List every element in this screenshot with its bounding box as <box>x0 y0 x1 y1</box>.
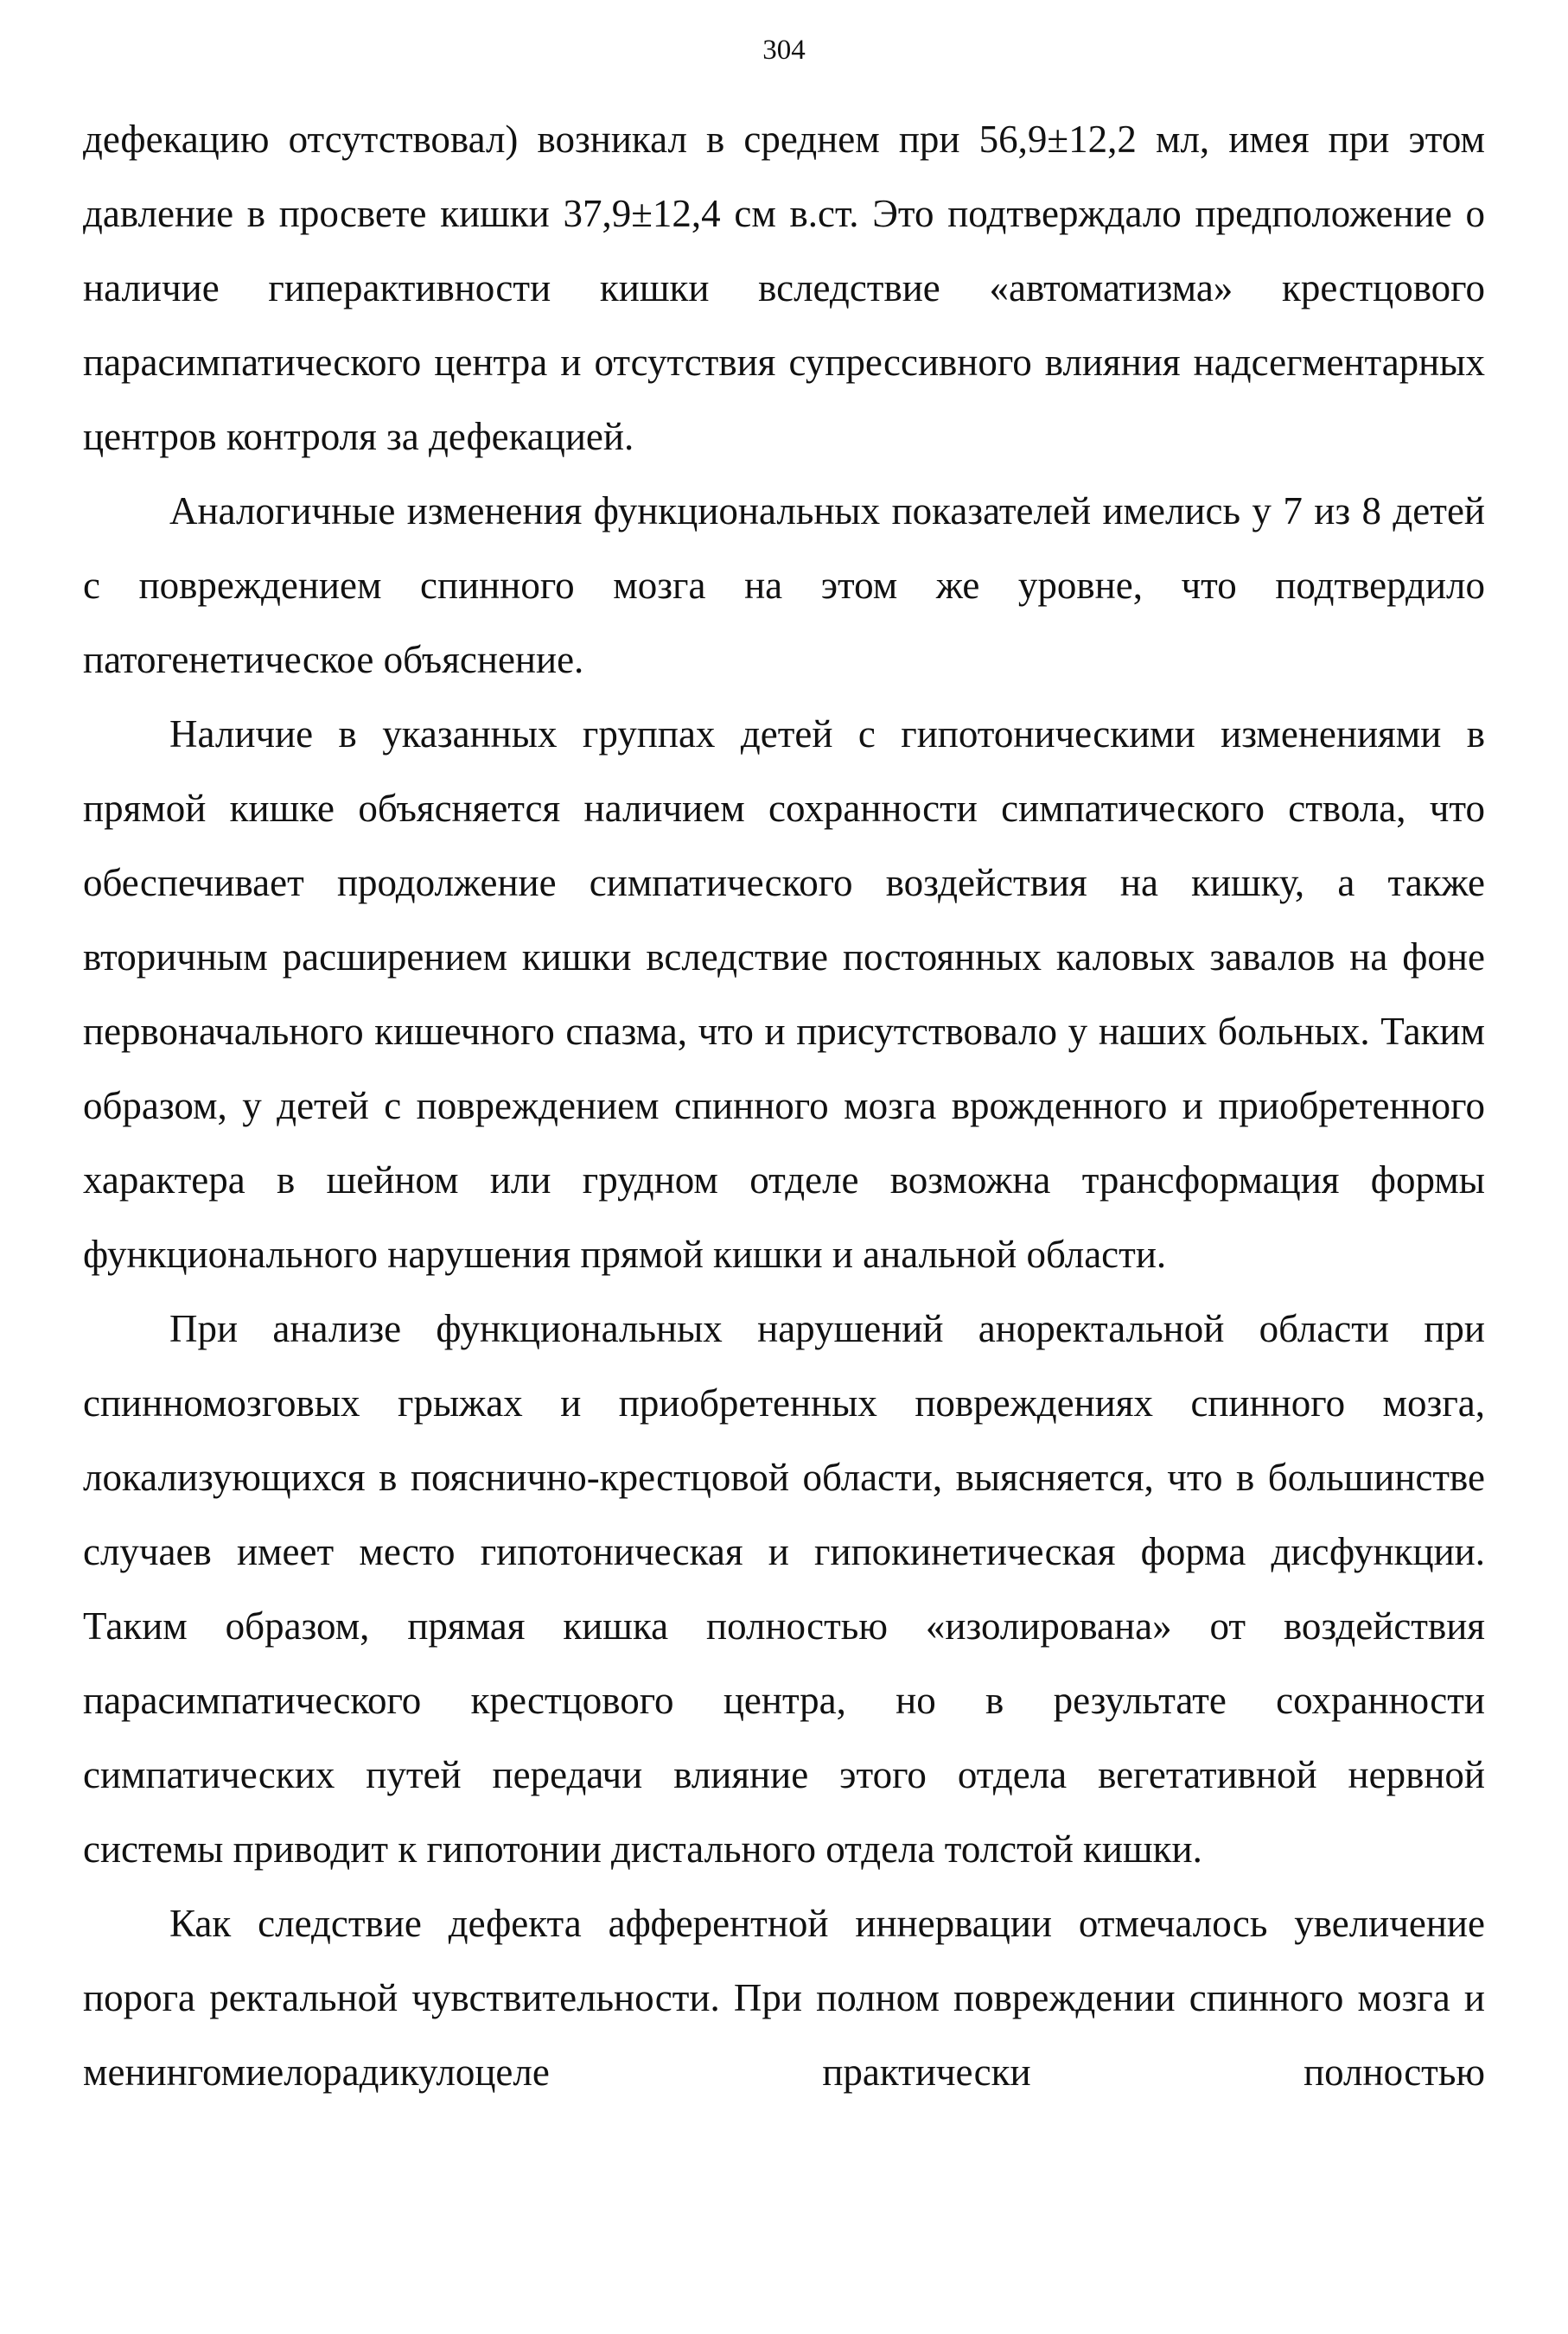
page-number: 304 <box>762 35 806 66</box>
paragraph-hypotonic-changes: Наличие в указанных группах детей с гипотоническими изменениями в прямой кишке объясняется наличием сохранности симпатического ствола, что обеспечивает продолжение симпатического воздействия на кишку, а также вторичным расширением кишки вследствие постоянных каловых завалов на фоне первоначального кишечного спазма, что и присутствовало у наших больных. Таким образом, у детей с повреждением спинного мозга врожденного и приобретенного характера в шейном или грудном отделе возможна трансформация формы функционального нарушения прямой кишки и анальной области. <box>83 712 1485 1276</box>
body-text <box>83 102 1485 2109</box>
paragraph-continuation: дефекацию отсутствовал) возникал в среднем при 56,9±12,2 мл, имея при этом давление в просвете кишки 37,9±12,4 см в.ст. Это подтверждало предположение о наличие гиперактивности кишки вследствие «автоматизма» крестцового парасимпатического центра и отсутствия супрессивного влияния надсегментарных центров контроля за дефекацией. <box>83 118 1485 458</box>
paragraph-afferent-defect: Как следствие дефекта афферентной иннервации отмечалось увеличение порога ректальной чувствительности. При полном повреждении спинного мозга и менингомиелорадикулоцеле практически полностью <box>83 1902 1485 2094</box>
paragraph-analogous-changes: Аналогичные изменения функциональных показателей имелись у 7 из 8 детей с повреждением спинного мозга на этом же уровне, что подтвердило патогенетическое объяснение. <box>83 489 1485 681</box>
paragraph-anorectal-analysis: При анализе функциональных нарушений аноректальной области при спинномозговых грыжах и приобретенных повреждениях спинного мозга, локализующихся в пояснично-крестцовой области, выясняется, что в большинстве случаев имеет место гипотоническая и гипокинетическая форма дисфункции. Таким образом, прямая кишка полностью «изолирована» от воздействия парасимпатического крестцового центра, но в результате сохранности симпатических путей передачи влияние этого отдела вегетативной нервной системы приводит к гипотонии дистального отдела толстой кишки. <box>83 1307 1485 1871</box>
